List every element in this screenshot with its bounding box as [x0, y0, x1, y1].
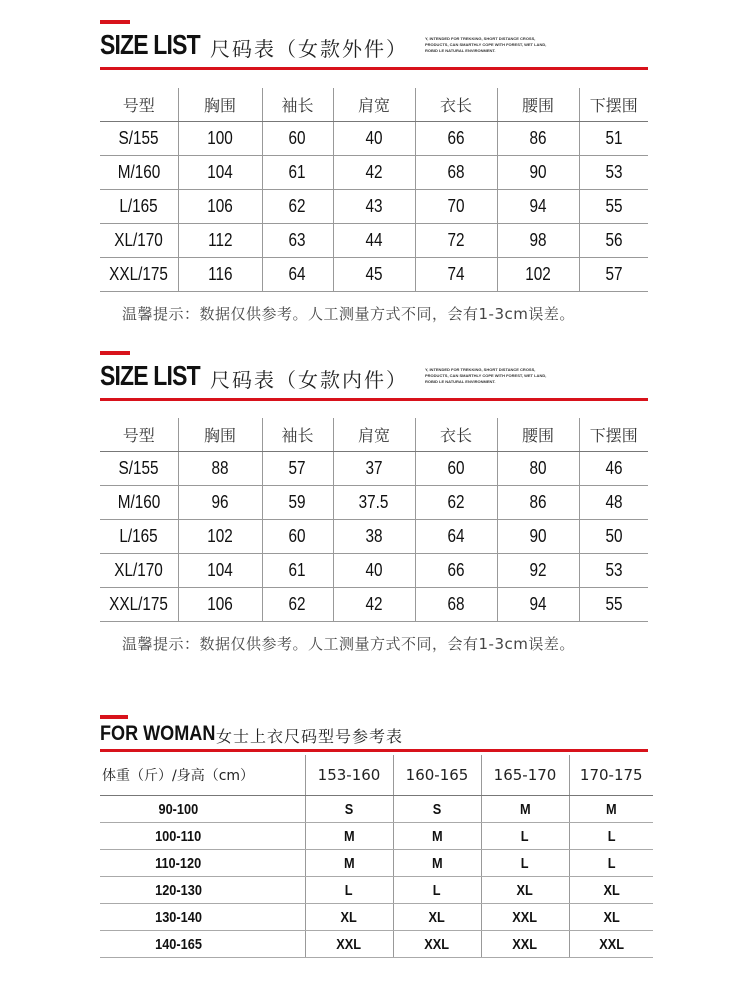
table-cell: XXL — [481, 931, 569, 958]
column-header: 胸围 — [178, 418, 262, 452]
table-row — [100, 554, 648, 588]
table-cell: L/165 — [100, 520, 178, 554]
table-cell: 64 — [262, 258, 333, 292]
table-cell: 104 — [178, 554, 262, 588]
table-cell: 64 — [415, 520, 497, 554]
table-cell: 100-110 — [100, 823, 305, 850]
table-row — [100, 486, 648, 520]
table-cell: L/165 — [100, 190, 178, 224]
table-cell: 68 — [415, 588, 497, 622]
table-cell: 37 — [333, 452, 415, 486]
table-cell: 90 — [497, 156, 579, 190]
size-table-outer — [100, 88, 648, 292]
table-cell: XXL/175 — [100, 258, 178, 292]
table-cell: 106 — [178, 588, 262, 622]
table-row — [100, 877, 653, 904]
section-3-rule — [100, 749, 648, 752]
table-cell: XXL/175 — [100, 588, 178, 622]
woman-title: FOR WOMAN — [100, 722, 216, 745]
table-cell: M — [305, 850, 393, 877]
table-cell: 66 — [415, 122, 497, 156]
section-2-accent-tab — [100, 351, 130, 355]
table-cell: 104 — [178, 156, 262, 190]
table-cell: 116 — [178, 258, 262, 292]
column-header: 腰围 — [497, 418, 579, 452]
table-cell: 88 — [178, 452, 262, 486]
table-row — [100, 850, 653, 877]
column-header: 袖长 — [262, 418, 333, 452]
table-cell: 62 — [415, 486, 497, 520]
table-cell: 106 — [178, 190, 262, 224]
section-2-fine-print: Y, INTENDED FOR TREKKING, SHORT DISTANCE CROSS, PRODUCTS, CAN SMARTHLY COPE WITH FOREST, WET LAND, ROBID LE NATURAL ENVIRONMENT. — [425, 367, 547, 384]
table-cell: S/155 — [100, 452, 178, 486]
table-cell: M/160 — [100, 156, 178, 190]
column-header: 153-160 — [305, 755, 393, 796]
table-cell: L — [305, 877, 393, 904]
table-cell: 60 — [262, 520, 333, 554]
table-cell: 112 — [178, 224, 262, 258]
column-header: 胸围 — [178, 88, 262, 122]
table-cell: 86 — [497, 122, 579, 156]
column-header: 袖长 — [262, 88, 333, 122]
table-row — [100, 190, 648, 224]
table-cell: 120-130 — [100, 877, 305, 904]
section-1-accent-tab — [100, 20, 130, 24]
table-cell: M — [393, 850, 481, 877]
table-header-row — [100, 88, 648, 122]
table-cell: XXL — [569, 931, 653, 958]
table-cell: L — [569, 850, 653, 877]
table-cell: 55 — [579, 190, 648, 224]
table-cell: 98 — [497, 224, 579, 258]
table-cell: 86 — [497, 486, 579, 520]
column-header: 170-175 — [569, 755, 653, 796]
table-cell: 74 — [415, 258, 497, 292]
column-header: 肩宽 — [333, 88, 415, 122]
column-header: 衣长 — [415, 88, 497, 122]
table-cell: 61 — [262, 554, 333, 588]
section-2-subtitle: 尺码表（女款内件） — [210, 368, 408, 392]
table-header-row — [100, 755, 653, 796]
size-table-inner — [100, 418, 648, 622]
column-header: 下摆围 — [579, 418, 648, 452]
table-cell: 40 — [333, 554, 415, 588]
table-row — [100, 122, 648, 156]
section-1-rule — [100, 67, 648, 70]
table-cell: M — [305, 823, 393, 850]
table-cell: 92 — [497, 554, 579, 588]
table-cell: M — [569, 796, 653, 823]
table-cell: M — [481, 796, 569, 823]
table-cell: 45 — [333, 258, 415, 292]
table-cell: XL — [481, 877, 569, 904]
table-row — [100, 156, 648, 190]
column-header: 体重（斤）/身高（cm） — [100, 755, 305, 796]
column-header: 号型 — [100, 88, 178, 122]
table-cell: L — [569, 823, 653, 850]
table-cell: 43 — [333, 190, 415, 224]
table-cell: 96 — [178, 486, 262, 520]
column-header: 号型 — [100, 418, 178, 452]
table-cell: 70 — [415, 190, 497, 224]
column-header: 肩宽 — [333, 418, 415, 452]
section-2-rule — [100, 398, 648, 401]
table-row — [100, 224, 648, 258]
table-cell: XL — [305, 904, 393, 931]
section-1-subtitle: 尺码表（女款外件） — [210, 37, 408, 61]
column-header: 腰围 — [497, 88, 579, 122]
table-cell: S — [305, 796, 393, 823]
table-cell: 57 — [262, 452, 333, 486]
table-row — [100, 588, 648, 622]
table-row — [100, 796, 653, 823]
table-cell: 90 — [497, 520, 579, 554]
table-cell: XL — [393, 904, 481, 931]
column-header: 165-170 — [481, 755, 569, 796]
table-cell: 60 — [415, 452, 497, 486]
section-3-accent-tab — [100, 715, 128, 719]
table-cell: 61 — [262, 156, 333, 190]
section-1-fine-print: Y, INTENDED FOR TREKKING, SHORT DISTANCE CROSS, PRODUCTS, CAN SMARTHLY COPE WITH FOREST, WET LAND, ROBID LE NATURAL ENVIRONMENT. — [425, 36, 547, 53]
table-row — [100, 520, 648, 554]
table-cell: 100 — [178, 122, 262, 156]
table-cell: M — [393, 823, 481, 850]
table-cell: L — [393, 877, 481, 904]
woman-subtitle: 女士上衣尺码型号参考表 — [216, 727, 404, 746]
table-cell: L — [481, 850, 569, 877]
table-cell: 55 — [579, 588, 648, 622]
woman-reference-table — [100, 755, 653, 958]
table-cell: S/155 — [100, 122, 178, 156]
table-cell: 53 — [579, 554, 648, 588]
table-header-row — [100, 418, 648, 452]
table-cell: 68 — [415, 156, 497, 190]
table-cell: 37.5 — [333, 486, 415, 520]
table-cell: 42 — [333, 588, 415, 622]
table-row — [100, 258, 648, 292]
table-row — [100, 904, 653, 931]
table-cell: S — [393, 796, 481, 823]
table-cell: 110-120 — [100, 850, 305, 877]
section-1-note: 温馨提示：数据仅供参考。人工测量方式不同，会有1-3cm误差。 — [122, 305, 575, 323]
table-cell: 46 — [579, 452, 648, 486]
table-cell: XL — [569, 904, 653, 931]
table-cell: XL — [569, 877, 653, 904]
table-cell: 80 — [497, 452, 579, 486]
column-header: 下摆围 — [579, 88, 648, 122]
table-cell: 140-165 — [100, 931, 305, 958]
table-row — [100, 823, 653, 850]
section-1-title: SIZE LIST — [100, 29, 200, 60]
table-row — [100, 931, 653, 958]
table-cell: 51 — [579, 122, 648, 156]
table-cell: M/160 — [100, 486, 178, 520]
table-cell: 62 — [262, 190, 333, 224]
section-2-note: 温馨提示：数据仅供参考。人工测量方式不同，会有1-3cm误差。 — [122, 635, 575, 653]
table-cell: XL/170 — [100, 554, 178, 588]
table-cell: 66 — [415, 554, 497, 588]
table-cell: 72 — [415, 224, 497, 258]
table-cell: XXL — [393, 931, 481, 958]
section-2-title: SIZE LIST — [100, 360, 200, 391]
table-cell: XL/170 — [100, 224, 178, 258]
table-cell: 62 — [262, 588, 333, 622]
table-cell: 56 — [579, 224, 648, 258]
table-cell: 59 — [262, 486, 333, 520]
table-cell: L — [481, 823, 569, 850]
column-header: 衣长 — [415, 418, 497, 452]
table-row — [100, 452, 648, 486]
table-cell: 60 — [262, 122, 333, 156]
table-cell: 48 — [579, 486, 648, 520]
column-header: 160-165 — [393, 755, 481, 796]
table-cell: 40 — [333, 122, 415, 156]
table-cell: 57 — [579, 258, 648, 292]
table-cell: XXL — [481, 904, 569, 931]
table-cell: 44 — [333, 224, 415, 258]
table-cell: 94 — [497, 190, 579, 224]
table-cell: 38 — [333, 520, 415, 554]
table-cell: 90-100 — [100, 796, 305, 823]
table-cell: 42 — [333, 156, 415, 190]
table-cell: 130-140 — [100, 904, 305, 931]
table-cell: 63 — [262, 224, 333, 258]
table-cell: 53 — [579, 156, 648, 190]
table-cell: 102 — [178, 520, 262, 554]
table-cell: 102 — [497, 258, 579, 292]
table-cell: 50 — [579, 520, 648, 554]
table-cell: 94 — [497, 588, 579, 622]
table-cell: XXL — [305, 931, 393, 958]
